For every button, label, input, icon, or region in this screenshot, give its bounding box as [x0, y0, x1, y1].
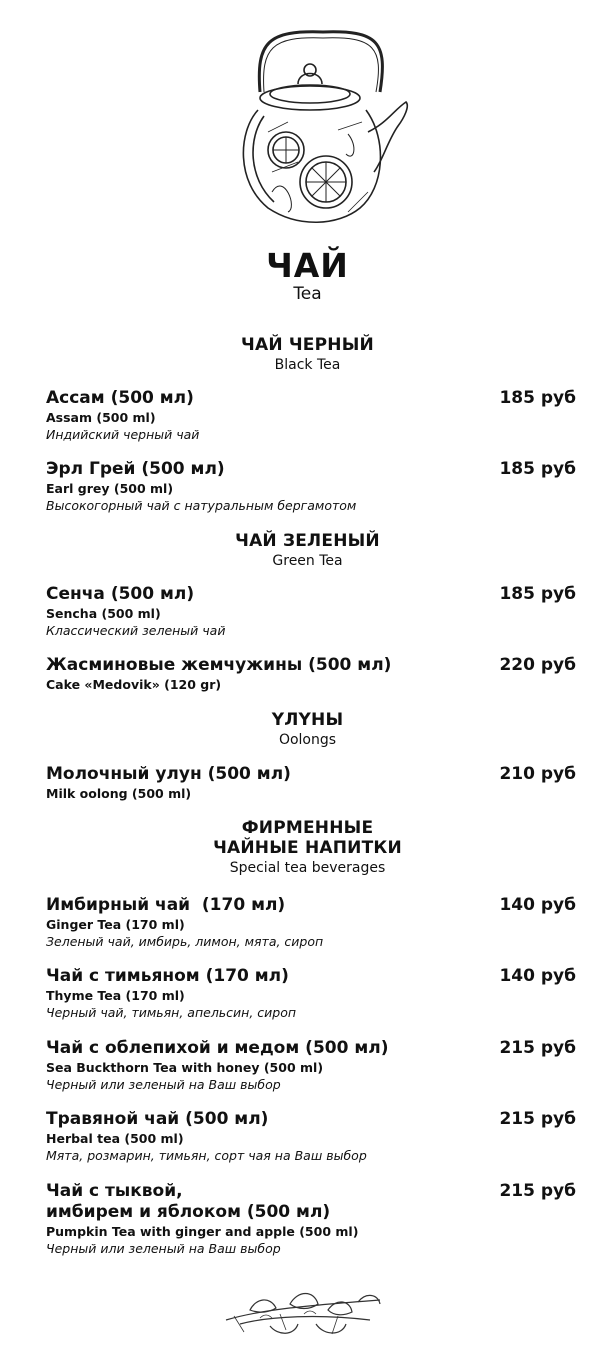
item-price: 215 руб [499, 1181, 576, 1201]
menu-item [46, 1109, 576, 1164]
item-price: 185 руб [499, 388, 576, 408]
item-name: Чай с тыквой, имбирем и яблоком (500 мл) [46, 1181, 331, 1222]
item-price: 220 руб [499, 655, 576, 675]
item-price: 140 руб [499, 895, 576, 915]
section-title-en: Green Tea [272, 553, 343, 569]
menu-item [46, 966, 576, 1021]
item-name: Чай с тимьяном (170 мл) [46, 966, 289, 986]
teapot-illustration [228, 22, 418, 232]
item-description: Черный чай, тимьян, апельсин, сироп [46, 1005, 297, 1020]
menu-item [46, 1038, 576, 1093]
item-name-en: Sencha (500 ml) [46, 606, 161, 621]
menu-item [46, 584, 576, 639]
menu-item [46, 459, 576, 514]
item-description: Классический зеленый чай [46, 623, 226, 638]
item-price: 140 руб [499, 966, 576, 986]
section-title-en: Special tea beverages [229, 860, 386, 876]
section-title-ru: ЧАЙ ЗЕЛЕНЫЙ [235, 531, 380, 551]
section-heading [0, 531, 615, 570]
item-name: Сенча (500 мл) [46, 584, 195, 604]
item-price: 185 руб [499, 584, 576, 604]
item-name-en: Herbal tea (500 ml) [46, 1131, 184, 1146]
section-title-ru: ЧАЙ ЧЕРНЫЙ [241, 335, 374, 355]
item-price: 215 руб [499, 1038, 576, 1058]
section-title-ru: ФИРМЕННЫЕ ЧАЙНЫЕ НАПИТКИ [213, 818, 402, 858]
item-name-en: Ginger Tea (170 ml) [46, 917, 185, 932]
section-title-en: Black Tea [274, 357, 341, 373]
item-description: Мята, розмарин, тимьян, сорт чая на Ваш выбор [46, 1148, 367, 1163]
menu-item [46, 895, 576, 950]
item-name: Молочный улун (500 мл) [46, 764, 291, 784]
item-description: Высокогорный чай с натуральным бергамотом [46, 498, 357, 513]
menu-item [46, 764, 576, 802]
item-description: Индийский черный чай [46, 427, 200, 442]
item-name: Имбирный чай (170 мл) [46, 895, 286, 915]
item-name-en: Assam (500 ml) [46, 410, 156, 425]
page-subtitle: Tea [293, 284, 322, 304]
menu-item [46, 1181, 576, 1257]
item-description: Черный или зеленый на Ваш выбор [46, 1241, 281, 1256]
section-title-en: Oolongs [278, 732, 337, 748]
item-name-en: Sea Buckthorn Tea with honey (500 ml) [46, 1060, 324, 1075]
menu-item [46, 655, 576, 693]
section-heading [0, 335, 615, 374]
item-name: Жасминовые жемчужины (500 мл) [46, 655, 392, 675]
item-price: 185 руб [499, 459, 576, 479]
section-heading [0, 818, 615, 877]
item-name-en: Thyme Tea (170 ml) [46, 988, 185, 1003]
item-name: Травяной чай (500 мл) [46, 1109, 269, 1129]
section-title-ru: ҮЛҮНЫ [271, 710, 344, 730]
item-description: Зеленый чай, имбирь, лимон, мята, сироп [46, 934, 324, 949]
item-price: 215 руб [499, 1109, 576, 1129]
item-name-en: Earl grey (500 ml) [46, 481, 174, 496]
item-description: Черный или зеленый на Ваш выбор [46, 1077, 281, 1092]
item-name-en: Milk oolong (500 ml) [46, 786, 192, 801]
section-heading [0, 710, 615, 749]
dried-herbs-illustration [220, 1280, 390, 1342]
item-name-en: Pumpkin Tea with ginger and apple (500 ml) [46, 1224, 359, 1239]
item-price: 210 руб [499, 764, 576, 784]
item-name: Ассам (500 мл) [46, 388, 194, 408]
item-name: Эрл Грей (500 мл) [46, 459, 225, 479]
page-title: ЧАЙ [266, 246, 349, 285]
item-name: Чай с облепихой и медом (500 мл) [46, 1038, 389, 1058]
menu-item [46, 388, 576, 443]
item-name-en: Cake «Medovik» (120 gr) [46, 677, 222, 692]
